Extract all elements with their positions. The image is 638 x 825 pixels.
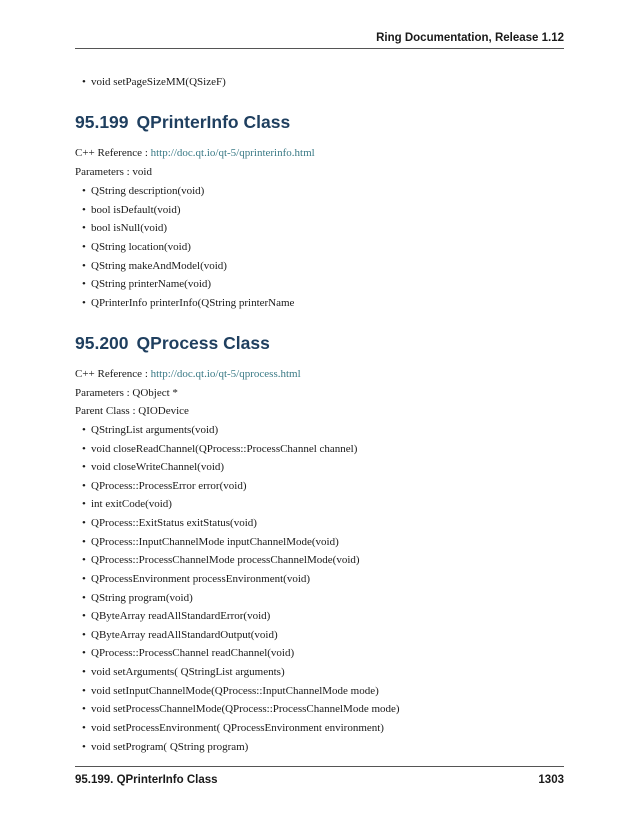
section-heading (75, 112, 290, 133)
method-item: • bool isNull(void) (91, 221, 167, 235)
parameters-line: Parameters : QObject * (75, 387, 178, 399)
method-item: • void setProcessChannelMode(QProcess::ProcessChannelMode mode) (91, 702, 400, 716)
method-item: • void closeWriteChannel(void) (91, 460, 224, 474)
method-item: • void setInputChannelMode(QProcess::InputChannelMode mode) (91, 684, 379, 698)
method-item: • QString makeAndModel(void) (91, 259, 227, 273)
reference-label: C++ Reference : (75, 368, 151, 380)
method-item: • int exitCode(void) (91, 497, 172, 511)
section-heading (75, 333, 270, 354)
method-item: • QProcess::ProcessChannel readChannel(void) (91, 646, 294, 660)
page-number: 1303 (538, 774, 564, 786)
section-title: QProcess Class (136, 333, 270, 353)
page-header (75, 30, 564, 49)
header-title: Ring Documentation, Release 1.12 (376, 32, 564, 44)
list-item: • void setPageSizeMM(QSizeF) (91, 75, 226, 89)
method-item: • QPrinterInfo printerInfo(QString printerName (91, 296, 294, 310)
method-item: • QString program(void) (91, 591, 193, 605)
method-item: • void setArguments( QStringList arguments) (91, 665, 285, 679)
method-item: • QProcessEnvironment processEnvironment(void) (91, 572, 310, 586)
method-item: • QStringList arguments(void) (91, 423, 218, 437)
method-item: • QProcess::ExitStatus exitStatus(void) (91, 516, 257, 530)
parent-class-line: Parent Class : QIODevice (75, 405, 189, 417)
method-item: • bool isDefault(void) (91, 203, 181, 217)
section-number: 95.200 (75, 333, 129, 353)
section-number: 95.199 (75, 112, 129, 132)
method-item: • QString description(void) (91, 184, 204, 198)
method-item: • void setProcessEnvironment( QProcessEnvironment environment) (91, 721, 384, 735)
method-item: • void setProgram( QString program) (91, 740, 248, 754)
reference-link[interactable]: http://doc.qt.io/qt-5/qprocess.html (150, 368, 301, 380)
method-item: • QProcess::InputChannelMode inputChannelMode(void) (91, 535, 339, 549)
reference-label: C++ Reference : (75, 147, 151, 159)
page-footer (75, 766, 564, 787)
method-item: • QString location(void) (91, 240, 191, 254)
method-item: • QByteArray readAllStandardError(void) (91, 609, 270, 623)
parameters-line: Parameters : void (75, 166, 152, 178)
reference-link[interactable]: http://doc.qt.io/qt-5/qprinterinfo.html (150, 147, 315, 159)
method-item: • QProcess::ProcessError error(void) (91, 479, 246, 493)
method-item: • QString printerName(void) (91, 277, 211, 291)
cpp-reference (75, 146, 315, 160)
footer-section: 95.199. QPrinterInfo Class (75, 774, 218, 786)
method-item: • QProcess::ProcessChannelMode processChannelMode(void) (91, 553, 360, 567)
cpp-reference (75, 367, 301, 381)
method-item: • QByteArray readAllStandardOutput(void) (91, 628, 278, 642)
section-title: QPrinterInfo Class (136, 112, 291, 132)
method-item: • void closeReadChannel(QProcess::ProcessChannel channel) (91, 442, 357, 456)
